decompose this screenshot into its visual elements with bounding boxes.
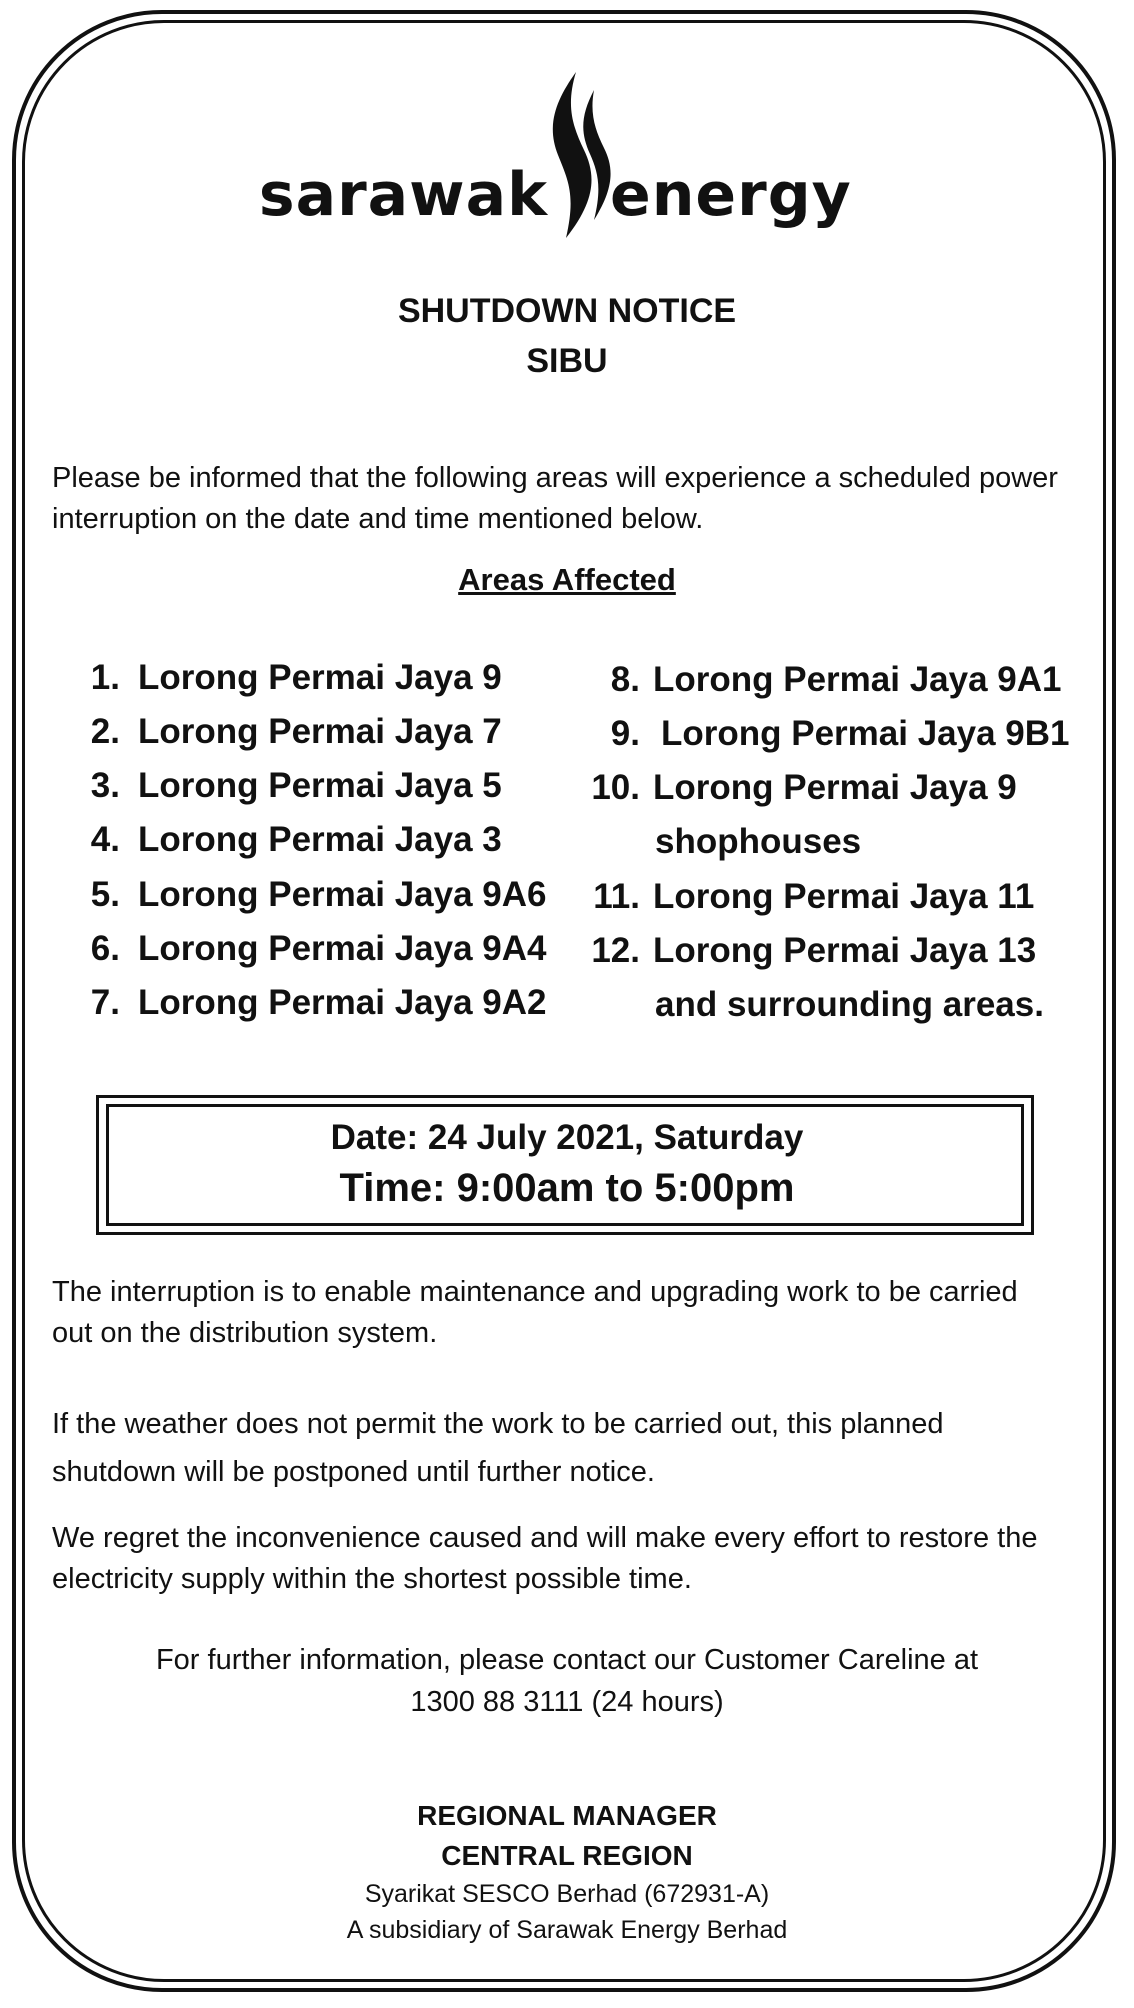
list-item-name: and surrounding areas.	[655, 985, 1044, 1024]
paragraph-line: If the weather does not permit the work to be carried out, this planned	[52, 1408, 944, 1440]
list-item-name: Lorong Permai Jaya 9B1	[661, 714, 1070, 753]
list-item-number: 9.	[610, 714, 640, 753]
list-item-number: 7.	[90, 983, 120, 1022]
parent-company: A subsidiary of Sarawak Energy Berhad	[346, 1916, 788, 1944]
schedule-time: Time: 9:00am to 5:00pm	[339, 1166, 795, 1210]
list-item-number: 6.	[90, 929, 120, 968]
list-item-name: Lorong Permai Jaya 9	[653, 768, 1017, 807]
list-item-name: Lorong Permai Jaya 9A2	[138, 983, 547, 1022]
list-item-number: 2.	[90, 712, 120, 751]
maintenance-paragraph	[52, 1272, 1082, 1354]
weather-paragraph	[52, 1400, 1082, 1496]
list-item-name: Lorong Permai Jaya 9A1	[653, 660, 1062, 699]
list-item-number: 12.	[591, 931, 640, 970]
list-item-number: 1.	[90, 658, 120, 697]
paragraph-line: shutdown will be postponed until further notice.	[52, 1456, 655, 1488]
contact-line: For further information, please contact our Customer Careline at	[155, 1644, 979, 1676]
list-item-number: 8.	[610, 660, 640, 699]
apology-paragraph	[52, 1518, 1082, 1600]
list-item-name: Lorong Permai Jaya 9A4	[138, 929, 547, 968]
list-item-number: 3.	[90, 766, 120, 805]
list-item-number: 5.	[90, 875, 120, 914]
company-name: Syarikat SESCO Berhad (672931-A)	[364, 1880, 770, 1908]
signature-region: CENTRAL REGION	[441, 1840, 693, 1871]
areas-affected-heading: Areas Affected	[458, 562, 676, 597]
list-item-name: Lorong Permai Jaya 5	[138, 766, 502, 805]
list-item-number: 10.	[591, 768, 640, 807]
intro-line: interruption on the date and time mentioned below.	[52, 503, 704, 535]
list-item-name: Lorong Permai Jaya 9A6	[138, 875, 547, 914]
careline-number: 1300 88 3111 (24 hours)	[410, 1686, 724, 1718]
notice-title: SHUTDOWN NOTICE	[397, 292, 737, 330]
list-item-name: Lorong Permai Jaya 9	[138, 658, 502, 697]
list-item-name: Lorong Permai Jaya 7	[138, 712, 502, 751]
paragraph-line: The interruption is to enable maintenance and upgrading work to be carried	[52, 1276, 1018, 1308]
notice-location: SIBU	[526, 342, 608, 380]
list-item-name: shophouses	[655, 822, 862, 861]
paragraph-line: We regret the inconvenience caused and will make every effort to restore the	[52, 1522, 1038, 1554]
intro-paragraph	[52, 458, 1082, 540]
list-item-name: Lorong Permai Jaya 13	[653, 931, 1037, 970]
list-item-name: Lorong Permai Jaya 11	[653, 877, 1035, 916]
signature-title: REGIONAL MANAGER	[417, 1800, 717, 1831]
logo-word-left: sarawak	[258, 160, 548, 230]
sarawak-energy-logo	[0, 70, 1134, 250]
list-item-name: Lorong Permai Jaya 3	[138, 820, 502, 859]
paragraph-line: out on the distribution system.	[52, 1317, 438, 1349]
logo-word-right: energy	[610, 160, 852, 230]
intro-line: Please be informed that the following areas will experience a scheduled power	[52, 462, 1058, 494]
schedule-date: Date: 24 July 2021, Saturday	[330, 1118, 804, 1157]
flame-icon	[536, 70, 616, 240]
list-item-number: 4.	[90, 820, 120, 859]
list-item-number: 11.	[593, 877, 640, 916]
paragraph-line: electricity supply within the shortest possible time.	[52, 1563, 692, 1595]
